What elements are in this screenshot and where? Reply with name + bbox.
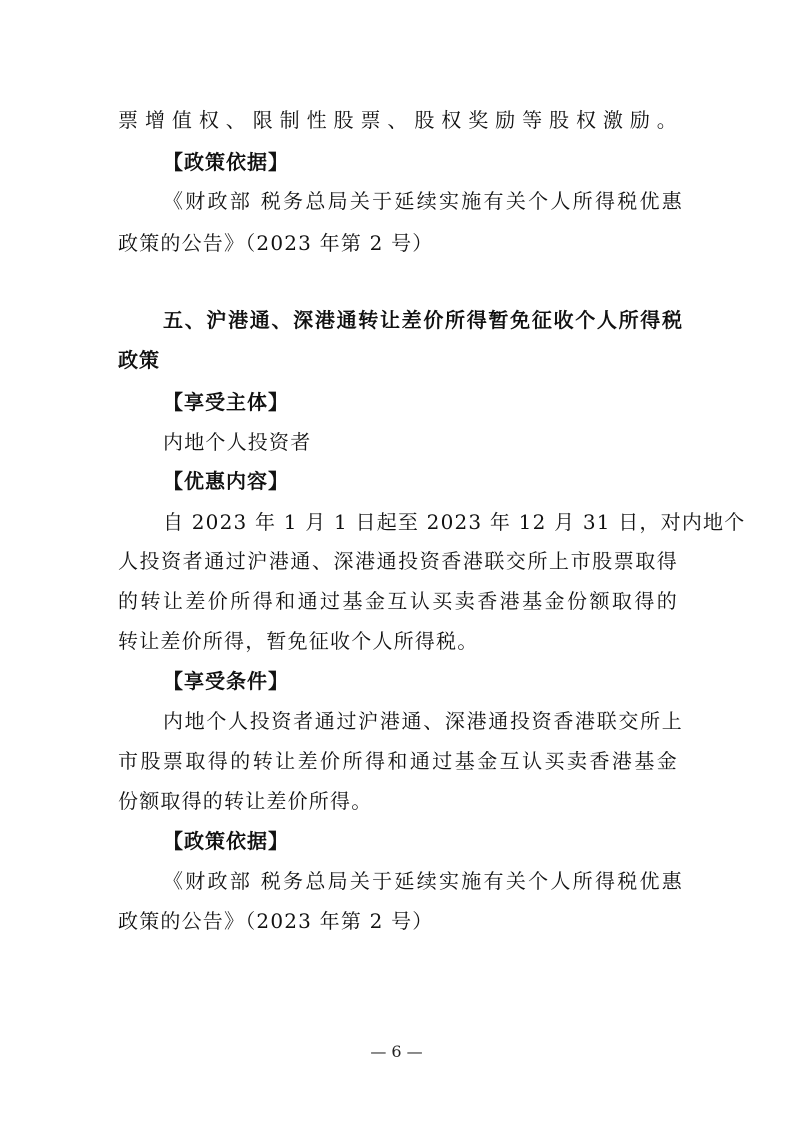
policy-basis-heading: 【政策依据】 (163, 150, 289, 174)
benefit-content-heading: 【优惠内容】 (163, 469, 289, 493)
policy-basis-heading: 【政策依据】 (163, 829, 289, 853)
conditions-text: 内地个人投资者通过沪港通、深港通投资香港联交所上 (163, 709, 683, 733)
conditions-text: 份额取得的转让差价所得。 (118, 789, 373, 813)
conditions-heading: 【享受条件】 (163, 669, 289, 693)
continuation-text: 票增值权、限制性股票、股权奖励等股权激励。 (118, 108, 678, 132)
benefit-content-text: 自 2023 年 1 月 1 日起至 2023 年 12 月 31 日，对内地个 (163, 510, 746, 534)
beneficiary-heading: 【享受主体】 (163, 390, 289, 414)
section-title: 政策 (118, 348, 160, 372)
benefit-content-text: 转让差价所得，暂免征收个人所得税。 (118, 629, 479, 653)
page-number: — 6 — (370, 1042, 423, 1061)
section-title: 五、沪港通、深港通转让差价所得暂免征收个人所得税 (163, 308, 683, 332)
policy-basis-text: 《财政部 税务总局关于延续实施有关个人所得税优惠 (163, 869, 683, 893)
conditions-text: 市股票取得的转让差价所得和通过基金互认买卖香港基金 (118, 749, 678, 773)
policy-basis-text: 政策的公告》（2023 年第 2 号） (118, 231, 434, 255)
beneficiary-text: 内地个人投资者 (163, 430, 312, 454)
policy-basis-text: 《财政部 税务总局关于延续实施有关个人所得税优惠 (163, 189, 683, 213)
policy-basis-text: 政策的公告》（2023 年第 2 号） (118, 909, 434, 933)
benefit-content-text: 人投资者通过沪港通、深港通投资香港联交所上市股票取得 (118, 549, 678, 573)
benefit-content-text: 的转让差价所得和通过基金互认买卖香港基金份额取得的 (118, 589, 678, 613)
